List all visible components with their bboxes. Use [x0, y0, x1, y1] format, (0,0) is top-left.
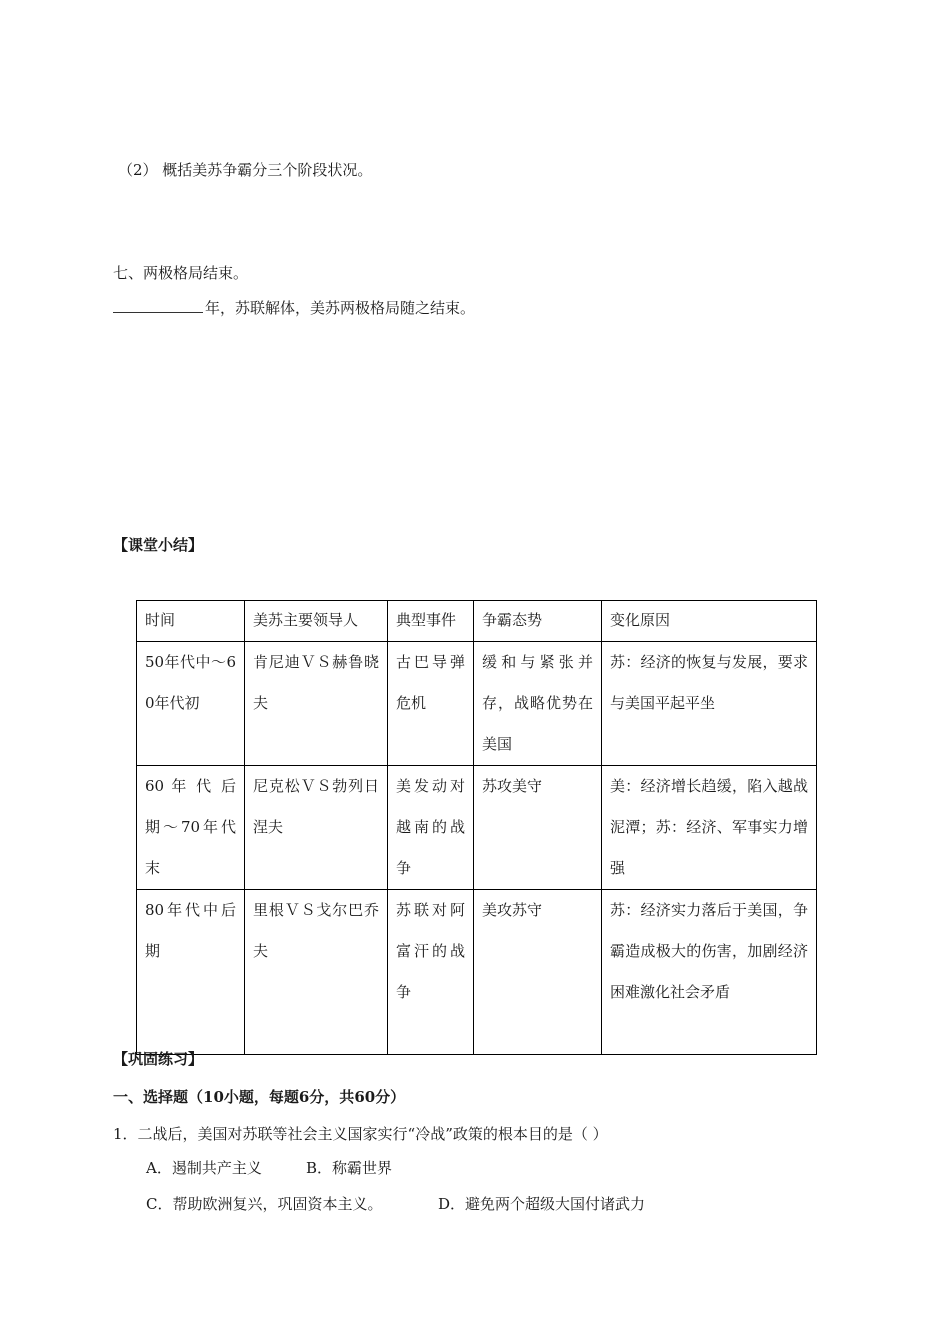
column-header: 典型事件	[388, 601, 474, 642]
table-cell: 美：经济增长趋缓，陷入越战泥潭；苏：经济、军事实力增强	[602, 766, 817, 890]
table-row	[137, 642, 817, 766]
section-7-fill-in	[113, 298, 475, 318]
table-cell: 苏攻美守	[474, 766, 602, 890]
question-1-options-row-2	[146, 1194, 645, 1214]
table-cell: 苏：经济的恢复与发展，要求与美国平起平坐	[602, 642, 817, 766]
table-cell: 里根ＶＳ戈尔巴乔夫	[245, 890, 388, 1055]
table-cell: 美攻苏守	[474, 890, 602, 1055]
table-cell: 50年代中～60年代初	[137, 642, 245, 766]
practice-heading: 【巩固练习】	[113, 1050, 204, 1068]
table-cell: 苏联对阿富汗的战争	[388, 890, 474, 1055]
section-7-text: 年，苏联解体，美苏两极格局随之结束。	[205, 299, 476, 317]
table-cell: 60 年 代 后 期～70年代末	[137, 766, 245, 890]
option-c[interactable]: C．帮助欧洲复兴，巩固资本主义。	[146, 1195, 383, 1213]
question-2: （2） 概括美苏争霸分三个阶段状况。	[118, 161, 373, 179]
table-cell: 80年代中后期	[137, 890, 245, 1055]
table-header-row	[137, 601, 817, 642]
table-cell: 尼克松ＶＳ勃列日涅夫	[245, 766, 388, 890]
table-cell: 缓和与紧张并存，战略优势在美国	[474, 642, 602, 766]
table-cell: 肯尼迪ＶＳ赫鲁晓夫	[245, 642, 388, 766]
table-cell: 古巴导弹危机	[388, 642, 474, 766]
table-cell: 苏：经济实力落后于美国，争霸造成极大的伤害，加剧经济困难激化社会矛盾	[602, 890, 817, 1055]
summary-heading: 【课堂小结】	[113, 536, 204, 554]
answer-blank[interactable]	[113, 298, 203, 313]
table-cell: 美发动对越南的战争	[388, 766, 474, 890]
option-d[interactable]: D．避免两个超级大国付诸武力	[438, 1195, 646, 1213]
option-a[interactable]: A．遏制共产主义	[146, 1159, 262, 1177]
table-row	[137, 890, 817, 1055]
section-7-title: 七、两极格局结束。	[113, 264, 249, 282]
column-header: 变化原因	[602, 601, 817, 642]
column-header: 时间	[137, 601, 245, 642]
column-header: 争霸态势	[474, 601, 602, 642]
summary-table	[136, 600, 817, 1055]
column-header: 美苏主要领导人	[245, 601, 388, 642]
question-1-options-row-1	[146, 1158, 392, 1178]
table-row	[137, 766, 817, 890]
question-1-stem: 1．二战后，美国对苏联等社会主义国家实行“冷战”政策的根本目的是（ ）	[113, 1125, 608, 1143]
option-b[interactable]: B．称霸世界	[306, 1159, 393, 1177]
multiple-choice-section-title: 一、选择题（10小题，每题6分，共60分）	[113, 1088, 406, 1106]
